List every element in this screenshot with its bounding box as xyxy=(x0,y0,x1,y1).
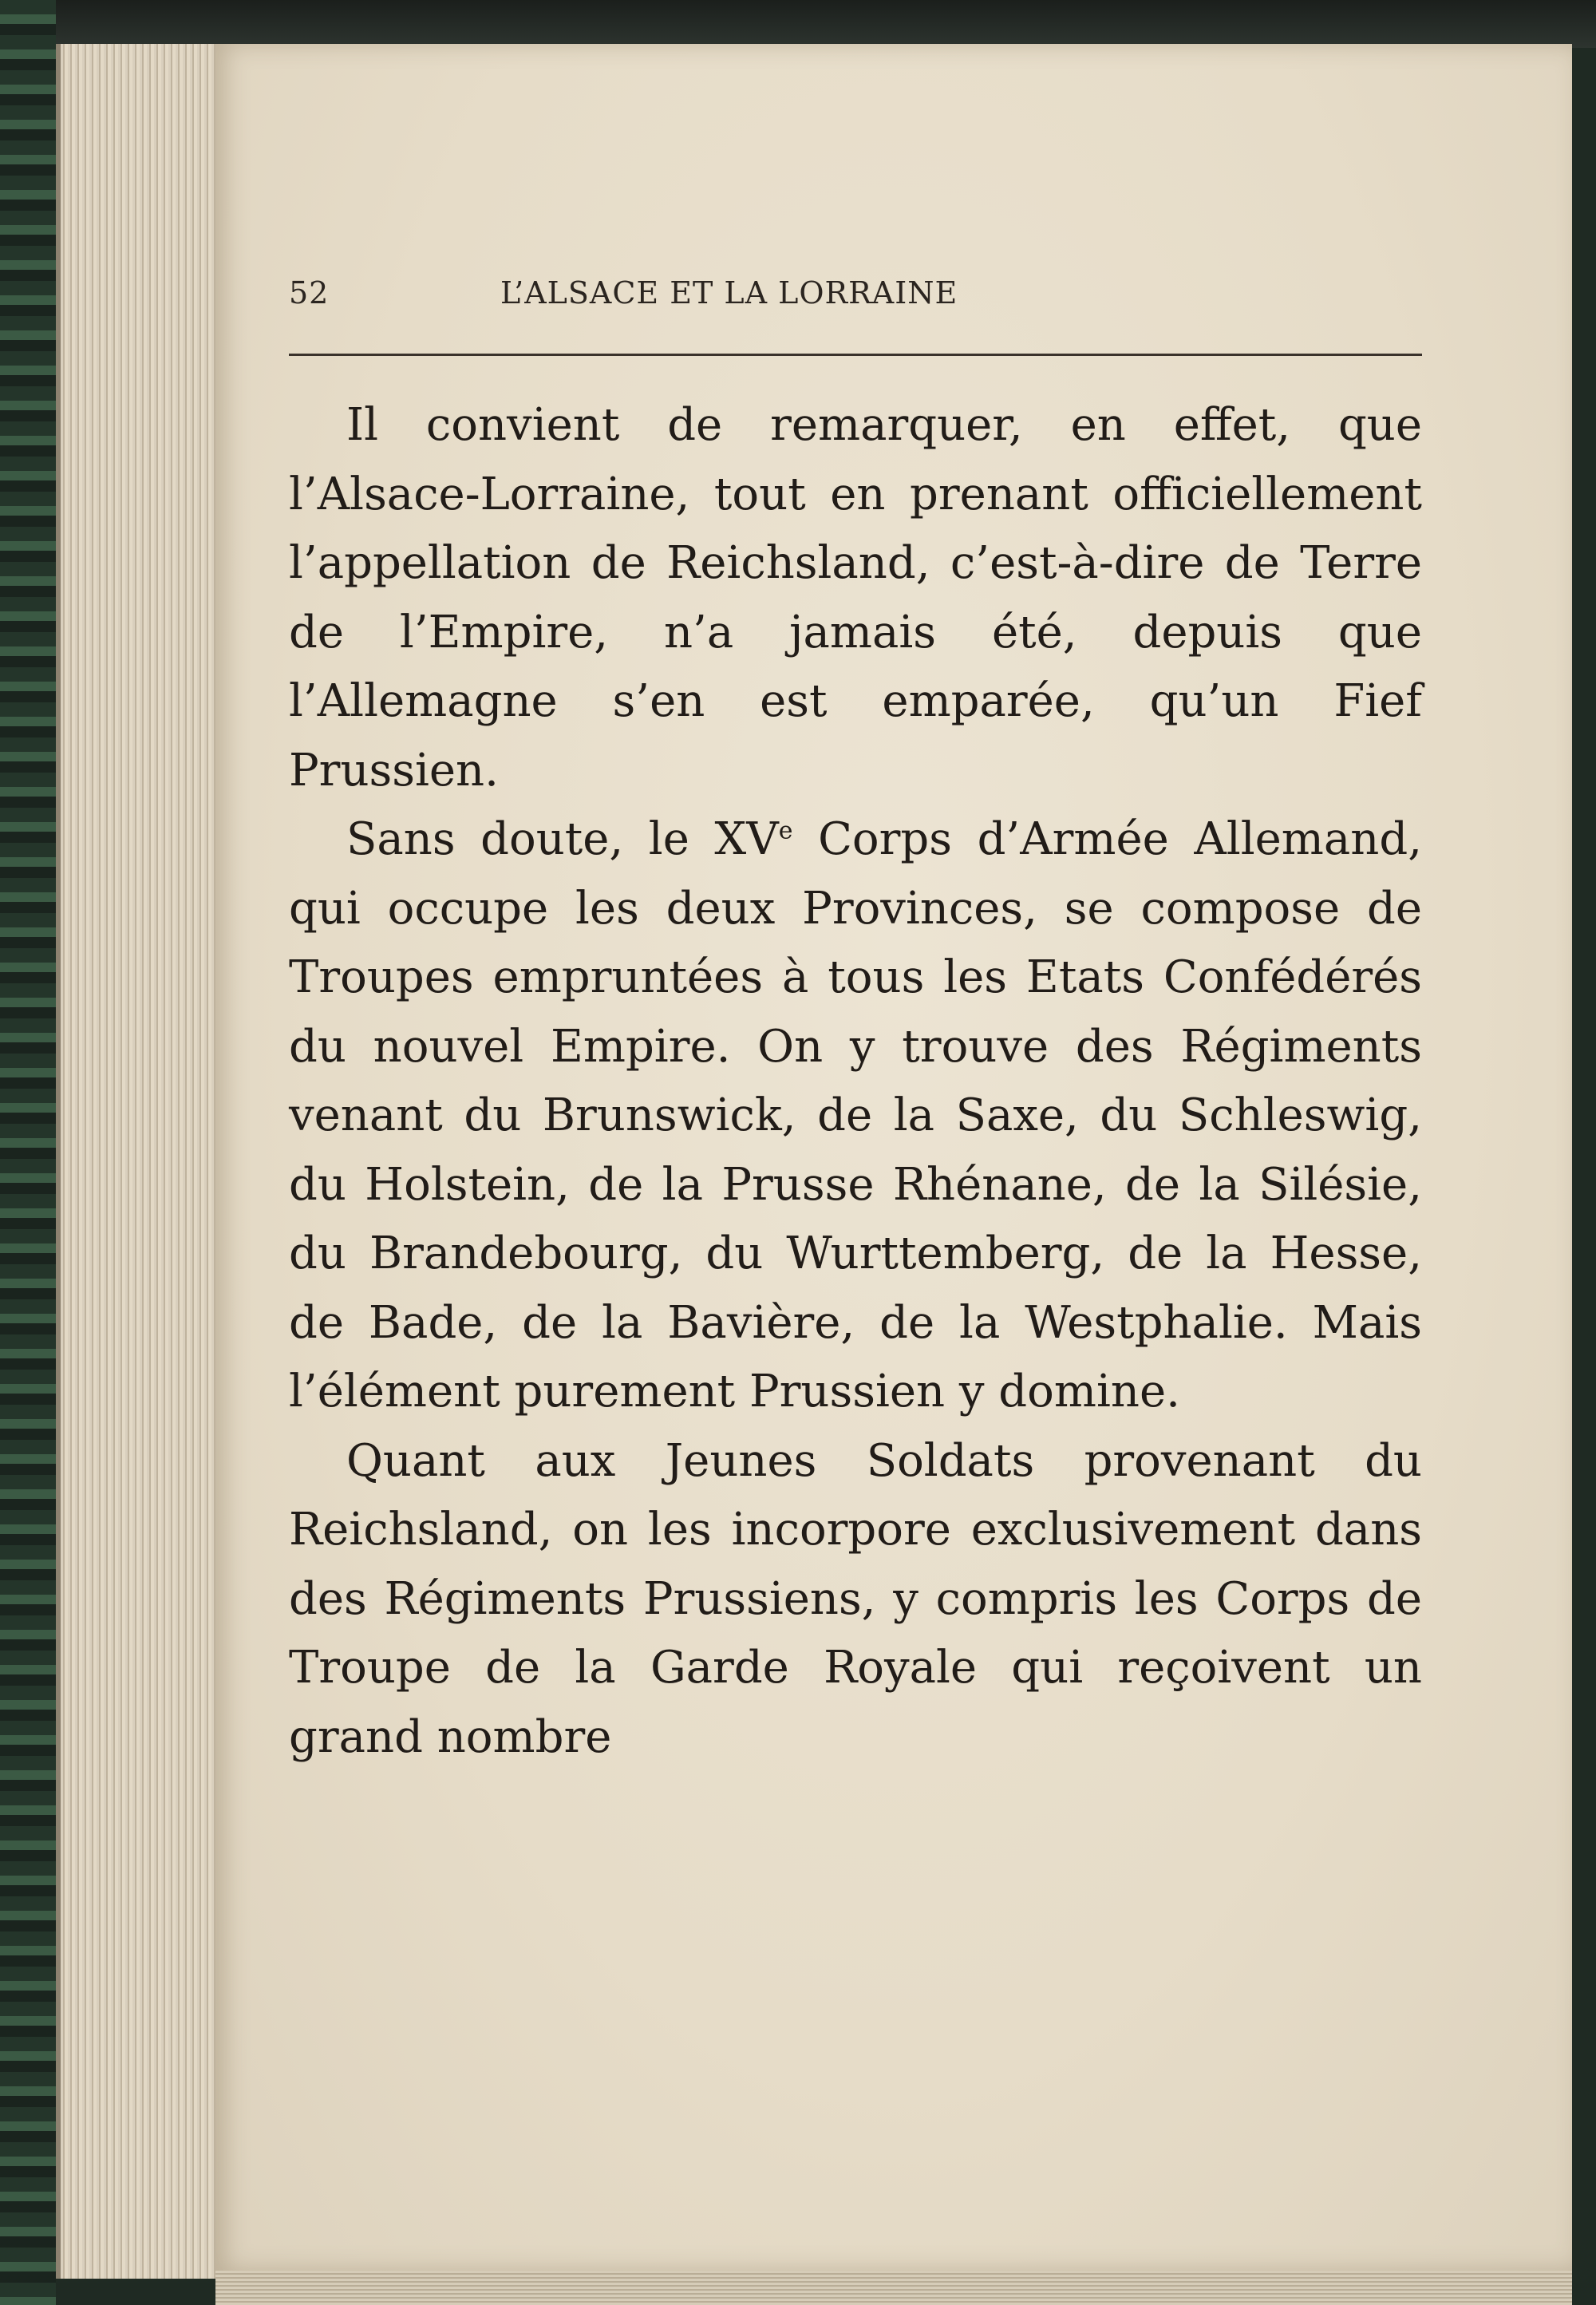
page-number: 52 xyxy=(289,275,330,310)
page-header xyxy=(289,275,1422,323)
running-head: L’ALSACE ET LA LORRAINE xyxy=(500,275,958,310)
marbled-cover-edge xyxy=(0,0,56,2305)
paragraph-3: Quant aux Jeunes Soldats provenant du Reichsland, on les incorpore exclusivement dans des Régiments Prussiens, y compris les Corps de Troupe de la Garde Royale qui reçoivent un grand nombre xyxy=(289,1434,1422,1763)
scan-background-top xyxy=(0,0,1596,48)
paragraph-2-start: Sans doute, le XV xyxy=(346,813,779,865)
paragraph-1: Il convient de remarquer, en effet, que l’Alsace-Lorraine, tout en prenant officiellement l’appellation de Reichsland, c’est-à-dire de Terre de l’Empire, n’a jamais été, depuis que l’Allemagne s’en est emparée, qu’un Fief Prussien. xyxy=(289,399,1422,797)
page-bottom-edge xyxy=(215,2271,1572,2305)
body-text xyxy=(289,391,1422,1772)
header-rule xyxy=(289,354,1422,356)
superscript-e: e xyxy=(778,816,793,845)
paragraph-2-rest: Corps d’Armée Allemand, qui occupe les deux Provinces, se compose de Troupes empruntées à tous les Etats Confédérés du nouvel Empire. On y trouve des Régiments venant du Brunswick, de la Saxe, du Schleswig, du Holstein, de la Prusse Rhénane, de la Silésie, du Brandebourg, du Wurttemberg, de la Hesse, de Bade, de la Bavière, de la Westphalie. Mais l’élément purement Prussien y domine. xyxy=(289,813,1423,1417)
paragraph-2 xyxy=(289,805,1422,1427)
page-stack-edge xyxy=(56,44,228,2279)
